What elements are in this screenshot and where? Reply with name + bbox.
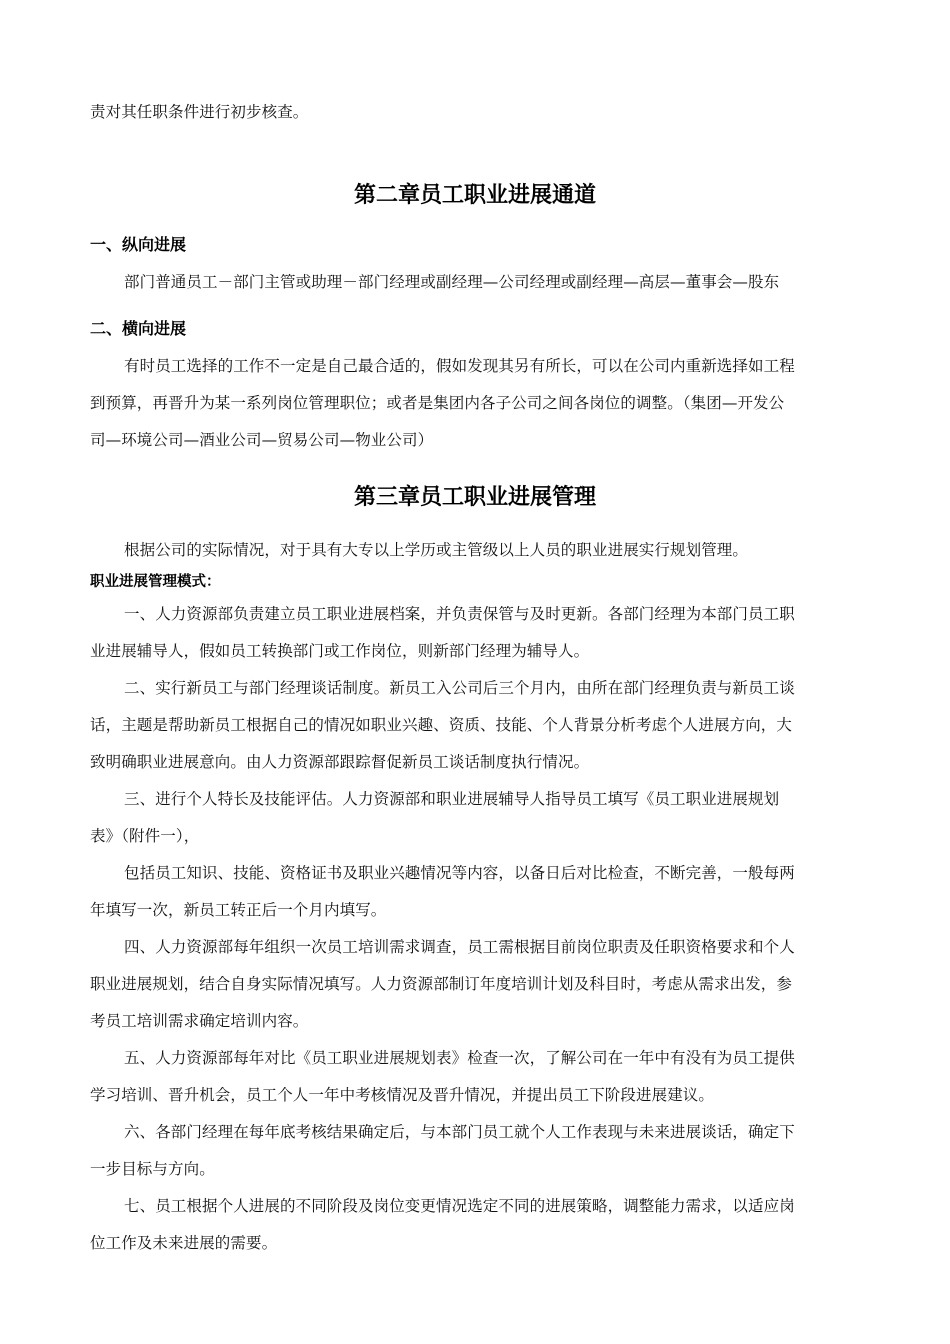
section-vertical-heading: 一、纵向进展	[90, 235, 187, 254]
paragraph-line: 业进展辅导人，假如员工转换部门或工作岗位，则新部门经理为辅导人。	[90, 642, 590, 660]
section-vertical-text: 部门普通员工－部门主管或助理－部门经理或副经理—公司经理或副经理—高层—董事会—股东	[124, 273, 780, 291]
paragraph-line: 有时员工选择的工作不一定是自己最合适的，假如发现其另有所长，可以在公司内重新选择如工程	[124, 357, 795, 375]
chapter3-intro: 根据公司的实际情况，对于具有大专以上学历或主管级以上人员的职业进展实行规划管理。	[124, 541, 749, 559]
paragraph-line: 一、人力资源部负责建立员工职业进展档案，并负责保管与及时更新。各部门经理为本部门员工职	[124, 605, 795, 623]
paragraph-line: 六、各部门经理在每年底考核结果确定后，与本部门员工就个人工作表现与未来进展谈话，确定下	[124, 1123, 795, 1141]
section-horizontal-heading: 二、横向进展	[90, 319, 187, 338]
paragraph-line: 七、员工根据个人进展的不同阶段及岗位变更情况选定不同的进展策略，调整能力需求，以适应岗	[124, 1197, 795, 1215]
paragraph-line: 司—环境公司—酒业公司—贸易公司—物业公司）	[90, 431, 434, 449]
chapter2-title: 第二章员工职业进展通道	[353, 183, 596, 208]
paragraph-line: 表》（附件一），	[90, 827, 200, 845]
paragraph-line: 到预算，再晋升为某一系列岗位管理职位；或者是集团内各子公司之间各岗位的调整。（集团—开发公	[90, 394, 785, 412]
paragraph-line: 致明确职业进展意向。由人力资源部跟踪督促新员工谈话制度执行情况。	[90, 753, 590, 771]
paragraph-line: 一步目标与方向。	[90, 1160, 215, 1178]
management-mode-label: 职业进展管理模式：	[90, 574, 221, 590]
paragraph-line: 位工作及未来进展的需要。	[90, 1234, 278, 1252]
paragraph-line: 二、实行新员工与部门经理谈话制度。新员工入公司后三个月内，由所在部门经理负责与新员工谈	[124, 679, 795, 697]
chapter3-title: 第三章员工职业进展管理	[353, 485, 596, 510]
intro-tail-text: 责对其任职条件进行初步核查。	[90, 103, 309, 121]
paragraph-line: 包括员工知识、技能、资格证书及职业兴趣情况等内容，以备日后对比检查，不断完善，一般每两	[124, 864, 795, 882]
paragraph-line: 职业进展规划，结合自身实际情况填写。人力资源部制订年度培训计划及科目时，考虑从需求出发，参	[90, 975, 793, 993]
paragraph-line: 考员工培训需求确定培训内容。	[90, 1012, 309, 1030]
paragraph-line: 学习培训、晋升机会，员工个人一年中考核情况及晋升情况，并提出员工下阶段进展建议。	[90, 1086, 715, 1104]
paragraph-line: 三、进行个人特长及技能评估。人力资源部和职业进展辅导人指导员工填写《员工职业进展规划	[124, 790, 780, 808]
paragraph-line: 五、人力资源部每年对比《员工职业进展规划表》检查一次，了解公司在一年中有没有为员工提供	[124, 1049, 795, 1067]
paragraph-line: 四、人力资源部每年组织一次员工培训需求调查，员工需根据目前岗位职责及任职资格要求和个人	[124, 938, 795, 956]
paragraph-line: 年填写一次，新员工转正后一个月内填写。	[90, 901, 387, 919]
paragraph-line: 话，主题是帮助新员工根据自己的情况如职业兴趣、资质、技能、个人背景分析考虑个人进展方向，大	[90, 716, 793, 734]
